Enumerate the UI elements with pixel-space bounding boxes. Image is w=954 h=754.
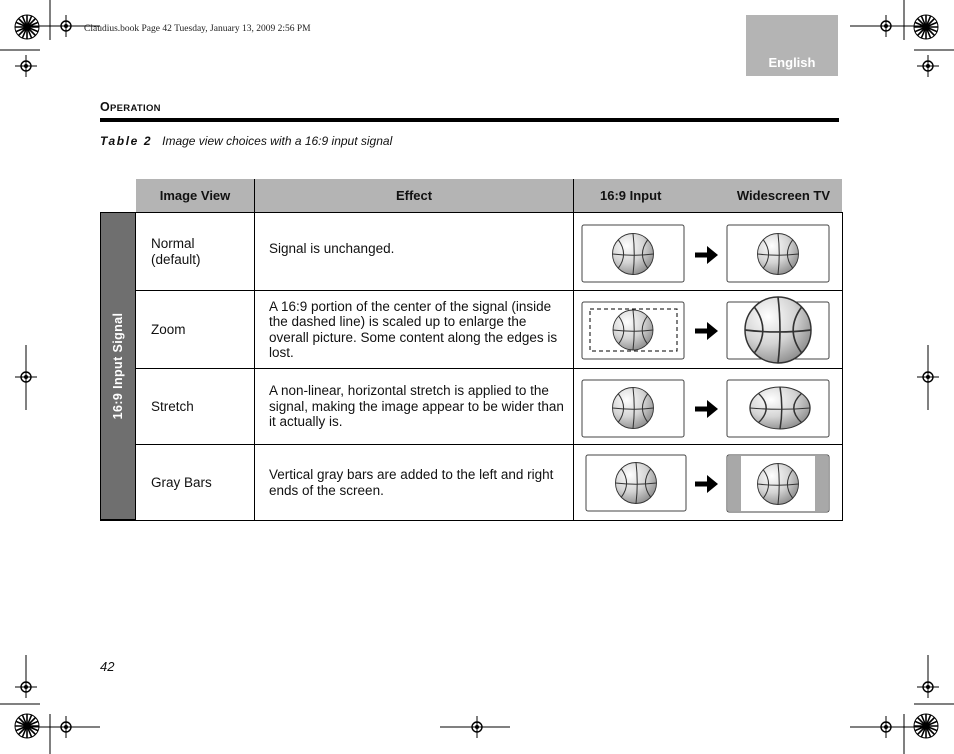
header-tv-label: Widescreen TV [736, 188, 830, 203]
language-tab-label: English [768, 55, 816, 70]
table-row-view [151, 213, 251, 290]
arrow-icon [695, 400, 718, 418]
page-number: 42 [100, 659, 115, 674]
starburst-mark [914, 15, 938, 39]
header-input-label: 16:9 Input [600, 188, 662, 203]
table-caption [100, 134, 392, 148]
header-image-view-label: Image View [159, 188, 231, 203]
graybars-input-screen [586, 455, 686, 511]
table-row-effect [269, 291, 569, 368]
table-caption-label: Table 2 [100, 134, 153, 148]
table-row-view [151, 291, 251, 368]
print-header: Claudius.book Page 42 Tuesday, January 13, 2009 2:56 PM [84, 24, 311, 34]
effect-text: Signal is unchanged. [269, 241, 395, 257]
table-line [842, 212, 843, 521]
starburst-mark [15, 15, 39, 39]
arrow-icon [695, 246, 718, 264]
table-line [573, 179, 574, 521]
table-row-effect [269, 369, 569, 444]
table-row-view [151, 369, 251, 444]
header-effect-label: Effect [395, 188, 433, 203]
table-caption-text: Image view choices with a 16:9 input signal [162, 134, 393, 148]
zoom-tv-screen [727, 297, 829, 363]
section-heading-initial: O [100, 100, 111, 114]
view-name-note: (default) [151, 251, 201, 267]
table-row-view [151, 445, 251, 520]
effect-text: A non-linear, horizontal stretch is applied to the signal, making the image appear to be wider than it actually is. [269, 383, 564, 430]
header-input-tv [574, 179, 842, 212]
language-tab [746, 15, 838, 76]
table-row-effect [269, 213, 567, 285]
normal-input-screen [582, 225, 684, 282]
header-image-view [136, 179, 254, 212]
starburst-mark [914, 714, 938, 738]
view-name: Stretch [151, 398, 194, 414]
starburst-mark [15, 714, 39, 738]
effect-text: Vertical gray bars are added to the left and right ends of the screen. [269, 467, 554, 498]
table-row-effect [269, 445, 569, 520]
side-label: 16:9 Input Signal [111, 312, 125, 420]
arrow-icon [695, 322, 718, 340]
stretch-input-screen [582, 380, 684, 437]
effect-text: A 16:9 portion of the center of the signal (inside the dashed line) is scaled up to enlarge the overall picture. Some content along the edges is lost. [269, 298, 558, 360]
header-effect [255, 179, 573, 212]
view-name: Gray Bars [151, 474, 212, 490]
view-name: Zoom [151, 321, 186, 337]
view-name: Normal [151, 236, 195, 251]
table-line [254, 179, 255, 521]
section-rule [100, 118, 839, 122]
side-label-column [100, 212, 136, 520]
zoom-input-screen [582, 302, 684, 359]
normal-tv-screen [727, 225, 829, 282]
arrow-icon [695, 475, 718, 493]
graybars-tv-screen [727, 455, 829, 512]
stretch-tv-screen [727, 380, 829, 437]
section-heading [100, 100, 161, 114]
table-line [100, 520, 843, 521]
section-heading-rest: PERATION [110, 103, 161, 114]
